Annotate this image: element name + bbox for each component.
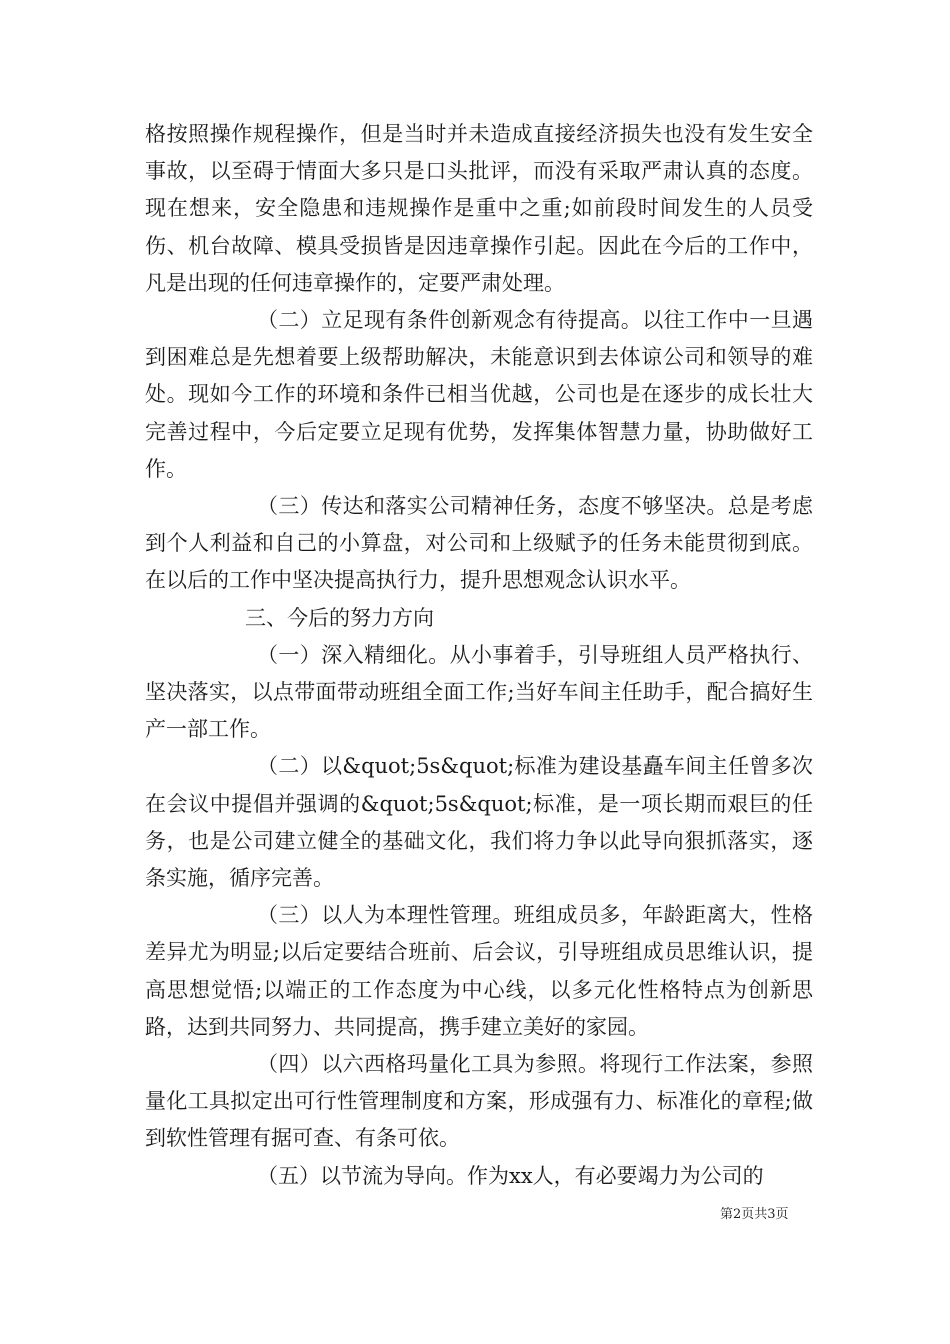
paragraph-innovation: （二）立足现有条件创新观念有待提高。以往工作中一旦遇到困难总是先想着要上级帮助解决，未能意识到去体谅公司和领导的难处。现如今工作的环境和条件已相当优越，公司也是在逐步的成长壮大完善过程中，今后定要立足现有优势，发挥集体智慧力量，协助做好工作。: [145, 308, 813, 481]
paragraph-safety-continuation: 格按照操作规程操作，但是当时并未造成直接经济损失也没有发生安全事故，以至碍于情面大多只是口头批评，而没有采取严肃认真的态度。现在想来，安全隐患和违规操作是重中之重;如前段时间发生的人员受伤、机台故障、模具受损皆是因违章操作引起。因此在今后的工作中，凡是出现的任何违章操作的，定要严肃处理。: [145, 122, 813, 295]
section-heading-future-direction: 三、今后的努力方向: [245, 605, 434, 630]
paragraph-refinement: （一）深入精细化。从小事着手，引导班组人员严格执行、坚决落实，以点带面带动班组全面工作;当好车间主任助手，配合搞好生产一部工作。: [145, 642, 813, 742]
document-body: [145, 116, 813, 1195]
page-number-footer: 第2页共3页: [720, 1207, 789, 1222]
paragraph-people-management: （三）以人为本理性管理。班组成员多，年龄距离大，性格差异尤为明显;以后定要结合班前、后会议，引导班组成员思维认识，提高思想觉悟;以端正的工作态度为中心线，以多元化性格特点为创新思路，达到共同努力、共同提高，携手建立美好的家园。: [145, 903, 813, 1039]
paragraph-execution: （三）传达和落实公司精神任务，态度不够坚决。总是考虑到个人利益和自己的小算盘，对公司和上级赋予的任务未能贯彻到底。在以后的工作中坚决提高执行力，提升思想观念认识水平。: [145, 494, 813, 593]
paragraph-5s-standard: （二）以&quot;5s&quot;标准为建设基矗车间主任曾多次在会议中提倡并强调的&quot;5s&quot;标准，是一项长期而艰巨的任务，也是公司建立健全的基础文化，我们将力争以此导向狠抓落实，逐条实施，循序完善。: [145, 754, 813, 891]
paragraph-six-sigma: （四）以六西格玛量化工具为参照。将现行工作法案，参照量化工具拟定出可行性管理制度和方案，形成强有力、标准化的章程;做到软性管理有据可查、有条可依。: [145, 1052, 813, 1151]
paragraph-cost-saving: （五）以节流为导向。作为xx人，有必要竭力为公司的: [257, 1163, 764, 1188]
